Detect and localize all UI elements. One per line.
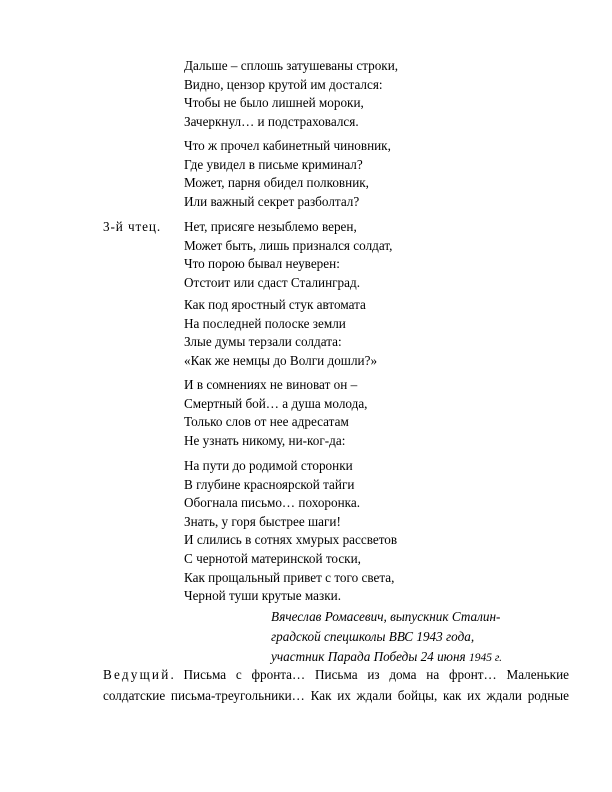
poem-line: Только слов от нее адресатам [184,414,349,430]
poem-line: Обогнала письмо… похоронка. [184,495,361,511]
signature-line: Вячеслав Ромасевич, выпускник Сталин- [271,609,501,624]
poem-line: И слились в сотнях хмурых рассветов [184,532,398,548]
poem-stanza-6 [184,457,397,606]
poem-line: Или важный секрет разболтал? [184,193,360,209]
poem-line: Что ж прочел кабинетный чиновник, [184,138,391,153]
poem-line: На пути до родимой сторонки [184,458,353,473]
author-signature [271,607,502,667]
poem-stanza-2 [184,137,391,211]
poem-line: Знать, у горя быстрее шаги! [184,513,341,529]
poem-line: Не узнать никому, ни-ког-да: [184,432,346,448]
poem-line: Чтобы не было лишней мороки, [184,95,364,111]
poem-line: На последней полоске земли [184,315,346,331]
speaker-punct: . [156,219,162,234]
speaker-name: 3-й чтец [103,219,157,234]
poem-line: Дальше – сплошь затушеваны строки, [184,58,399,73]
narration-text: . Письма с фронта… Письма из дома на фронт… Маленькие [170,667,569,682]
poem-line: И в сомнениях не виноват он – [184,377,358,392]
narration-paragraph [103,664,569,706]
poem-line: Что порою бывал неуверен: [184,256,340,272]
signature-text: участник Парада Победы 24 июня [271,649,466,664]
poem-stanza-1 [184,57,398,131]
narration-line-1 [103,664,569,685]
narration-line-2: солдатские письма-треугольники… Как их ждали бойцы, как их ждали родные [103,688,569,703]
poem-line: Как прощальный привет с того света, [184,569,395,585]
poem-line: «Как же немцы до Волги дошли?» [184,352,378,368]
narrator-label: Ведущий [103,667,171,682]
poem-line: Видно, цензор крутой им достался: [184,76,383,92]
poem-line: С чернотой материнской тоски, [184,550,361,566]
poem-stanza-5 [184,376,367,450]
poem-line: Может быть, лишь признался солдат, [184,237,393,253]
poem-line: Смертный бой… а душа молода, [184,395,368,411]
speaker-label [103,218,161,237]
poem-line: Зачеркнул… и подстраховался. [184,113,359,129]
signature-line: градской спецшколы ВВС 1943 года, [271,629,475,644]
poem-line: Злые думы терзали солдата: [184,334,342,350]
poem-line: В глубине красноярской тайги [184,476,355,492]
poem-line: Нет, присяге незыблемо верен, [184,219,357,234]
poem-line: Как под яростный стук автомата [184,297,366,312]
poem-line: Отстоит или сдаст Сталинград. [184,274,360,290]
poem-line: Черной туши крутые мазки. [184,588,341,604]
poem-line: Где увидел в письме криминал? [184,156,363,172]
signature-year: 1945 г. [468,652,503,664]
poem-stanza-3 [184,218,392,292]
poem-stanza-4 [184,296,377,370]
poem-line: Может, парня обидел полковник, [184,175,369,191]
